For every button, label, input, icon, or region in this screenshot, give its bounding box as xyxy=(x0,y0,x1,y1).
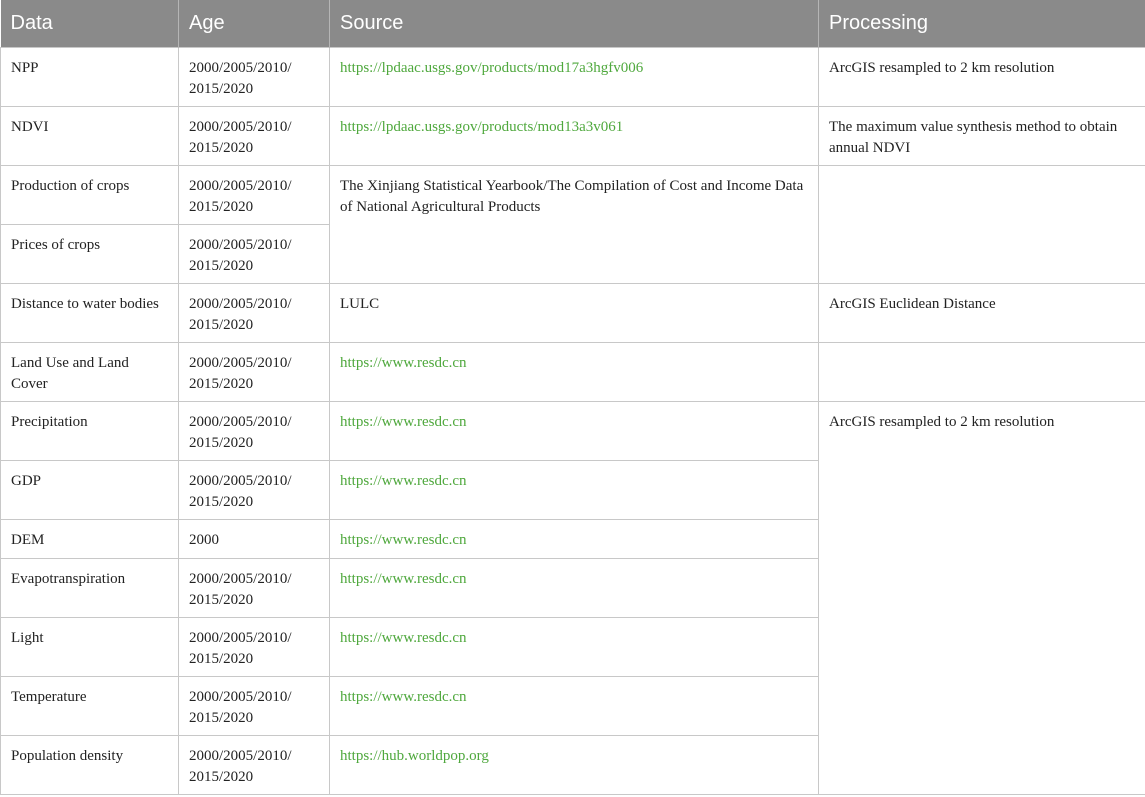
source-link[interactable]: https://www.resdc.cn xyxy=(340,531,467,548)
cell-source: LULC xyxy=(330,283,819,342)
source-link[interactable]: https://www.resdc.cn xyxy=(340,570,467,587)
cell-data: Evapotranspiration xyxy=(1,558,179,617)
cell-data: Temperature xyxy=(1,676,179,735)
cell-age: 2000/2005/2010/ 2015/2020 xyxy=(179,47,330,106)
cell-data: Distance to water bodies xyxy=(1,283,179,342)
cell-age: 2000/2005/2010/ 2015/2020 xyxy=(179,460,330,519)
cell-data: DEM xyxy=(1,519,179,558)
cell-processing: ArcGIS Euclidean Distance xyxy=(819,283,1145,342)
cell-data: Light xyxy=(1,617,179,676)
cell-source xyxy=(330,342,819,401)
header-source: Source xyxy=(330,0,819,47)
cell-age: 2000/2005/2010/ 2015/2020 xyxy=(179,401,330,460)
source-link[interactable]: https://hub.worldpop.org xyxy=(340,747,489,764)
cell-age: 2000 xyxy=(179,519,330,558)
cell-processing xyxy=(819,165,1145,283)
cell-source xyxy=(330,519,819,558)
source-link[interactable]: https://lpdaac.usgs.gov/products/mod17a3hgfv006 xyxy=(340,59,644,76)
header-age: Age xyxy=(179,0,330,47)
cell-data: Population density xyxy=(1,735,179,794)
cell-source xyxy=(330,106,819,165)
table-row xyxy=(1,283,1145,342)
cell-data: Precipitation xyxy=(1,401,179,460)
table-row xyxy=(1,342,1145,401)
cell-age: 2000/2005/2010/ 2015/2020 xyxy=(179,106,330,165)
cell-data: Land Use and Land Cover xyxy=(1,342,179,401)
cell-processing: The maximum value synthesis method to obtain annual NDVI xyxy=(819,106,1145,165)
cell-source xyxy=(330,617,819,676)
cell-processing: ArcGIS resampled to 2 km resolution xyxy=(819,401,1145,794)
cell-age: 2000/2005/2010/ 2015/2020 xyxy=(179,283,330,342)
cell-data: NPP xyxy=(1,47,179,106)
source-link[interactable]: https://www.resdc.cn xyxy=(340,354,467,371)
source-link[interactable]: https://www.resdc.cn xyxy=(340,472,467,489)
header-row xyxy=(1,0,1145,47)
cell-source xyxy=(330,676,819,735)
cell-source xyxy=(330,401,819,460)
cell-age: 2000/2005/2010/ 2015/2020 xyxy=(179,165,330,224)
source-link[interactable]: https://www.resdc.cn xyxy=(340,688,467,705)
source-link[interactable]: https://lpdaac.usgs.gov/products/mod13a3v061 xyxy=(340,118,624,135)
table-row xyxy=(1,106,1145,165)
header-processing: Processing xyxy=(819,0,1145,47)
cell-age: 2000/2005/2010/ 2015/2020 xyxy=(179,617,330,676)
cell-processing xyxy=(819,342,1145,401)
cell-source xyxy=(330,460,819,519)
cell-age: 2000/2005/2010/ 2015/2020 xyxy=(179,224,330,283)
table-row xyxy=(1,165,1145,224)
source-link[interactable]: https://www.resdc.cn xyxy=(340,629,467,646)
cell-data: Production of crops xyxy=(1,165,179,224)
header-data: Data xyxy=(1,0,179,47)
cell-age: 2000/2005/2010/ 2015/2020 xyxy=(179,558,330,617)
table-row xyxy=(1,47,1145,106)
source-link[interactable]: https://www.resdc.cn xyxy=(340,413,467,430)
cell-data: Prices of crops xyxy=(1,224,179,283)
cell-age: 2000/2005/2010/ 2015/2020 xyxy=(179,342,330,401)
cell-source xyxy=(330,735,819,794)
cell-source xyxy=(330,558,819,617)
cell-data: GDP xyxy=(1,460,179,519)
table-row xyxy=(1,401,1145,460)
cell-age: 2000/2005/2010/ 2015/2020 xyxy=(179,676,330,735)
cell-source: The Xinjiang Statistical Yearbook/The Compilation of Cost and Income Data of National Agricultural Products xyxy=(330,165,819,283)
cell-data: NDVI xyxy=(1,106,179,165)
cell-processing: ArcGIS resampled to 2 km resolution xyxy=(819,47,1145,106)
cell-age: 2000/2005/2010/ 2015/2020 xyxy=(179,735,330,794)
cell-source xyxy=(330,47,819,106)
